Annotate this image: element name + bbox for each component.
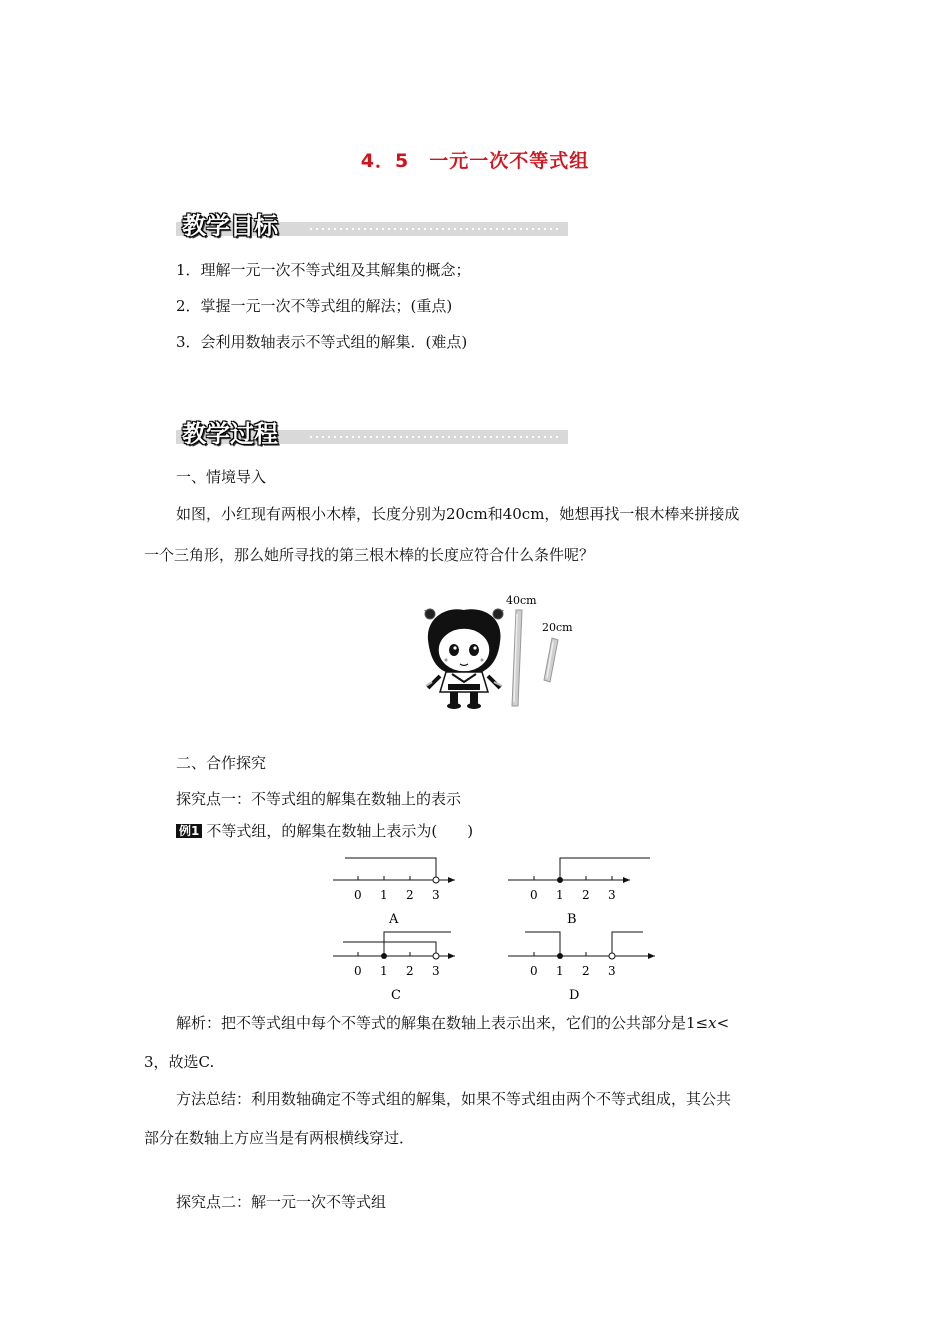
option-a-number-line — [333, 858, 455, 927]
option-label: B — [567, 912, 577, 927]
option-label: D — [569, 988, 580, 1003]
objective-item-3: 3．会利用数轴表示不等式组的解集．(难点) — [176, 333, 468, 351]
objective-item-1: 1．理解一元一次不等式组及其解集的概念； — [176, 261, 471, 279]
part2-heading: 二、合作探究 — [176, 754, 267, 772]
girl-with-sticks-illustration — [418, 588, 588, 713]
option-d-number-line — [508, 932, 655, 1003]
analysis-prefix: 解析：把不等式组中每个不等式的解集在数轴上表示出来，它们的公共部分是1≤ — [176, 1014, 709, 1032]
part1-text-line1: 如图，小红现有两根小木棒，长度分别为20cm和40cm，她想再找一根木棒来拼接成 — [176, 505, 740, 523]
explore-point-2: 探究点二：解一元一次不等式组 — [176, 1193, 387, 1211]
number-line-options — [325, 852, 665, 1007]
section-header-dots — [308, 435, 558, 439]
part1-text-line2: 一个三角形，那么她所寻找的第三根木棒的长度应符合什么条件呢？ — [144, 546, 595, 564]
tick-label: 1 — [556, 964, 564, 978]
example-1 — [176, 821, 473, 841]
tick-label: 2 — [582, 964, 590, 978]
tick-label: 3 — [432, 964, 440, 978]
objective-item-2: 2．掌握一元一次不等式组的解法；(重点) — [176, 297, 453, 315]
tick-label: 0 — [530, 964, 538, 978]
tick-label: 1 — [380, 888, 388, 902]
girl-figure — [424, 609, 504, 709]
section-header-label: 教学目标 — [182, 212, 278, 240]
analysis-suffix: < — [716, 1014, 730, 1032]
tick-label: 0 — [354, 888, 362, 902]
option-label: C — [391, 988, 401, 1003]
section-header-dots — [308, 227, 558, 231]
tick-label: 0 — [530, 888, 538, 902]
example-badge: 例1 — [176, 824, 202, 838]
example-text: 不等式组，的解集在数轴上表示为( ) — [206, 822, 474, 840]
part1-heading: 一、情境导入 — [176, 468, 267, 486]
analysis-variable: x — [708, 1014, 717, 1032]
section-header-label: 教学过程 — [182, 420, 278, 448]
option-c-number-line — [333, 932, 455, 1003]
long-stick — [512, 610, 522, 706]
analysis-line1 — [176, 1013, 729, 1033]
tick-label: 3 — [432, 888, 440, 902]
long-stick-label: 40cm — [506, 594, 537, 607]
tick-label: 2 — [582, 888, 590, 902]
tick-label: 2 — [406, 964, 414, 978]
tick-label: 2 — [406, 888, 414, 902]
method-summary-line1: 方法总结：利用数轴确定不等式组的解集，如果不等式组由两个不等式组成，其公共 — [176, 1090, 732, 1108]
explore-point-1: 探究点一：不等式组的解集在数轴上的表示 — [176, 790, 462, 808]
option-b-number-line — [508, 858, 650, 927]
method-summary-line2: 部分在数轴上方应当是有两根横线穿过． — [144, 1129, 415, 1147]
tick-label: 0 — [354, 964, 362, 978]
tick-label: 3 — [608, 888, 616, 902]
section-header-process — [176, 414, 568, 448]
tick-label: 1 — [380, 964, 388, 978]
short-stick-label: 20cm — [542, 621, 573, 634]
tick-label: 1 — [556, 888, 564, 902]
section-header-objectives — [176, 206, 568, 240]
short-stick — [544, 638, 558, 682]
option-label: A — [389, 912, 399, 927]
page-title: 4．5 一元一次不等式组 — [360, 150, 590, 172]
tick-label: 3 — [608, 964, 616, 978]
analysis-line2: 3，故选C. — [144, 1053, 215, 1071]
